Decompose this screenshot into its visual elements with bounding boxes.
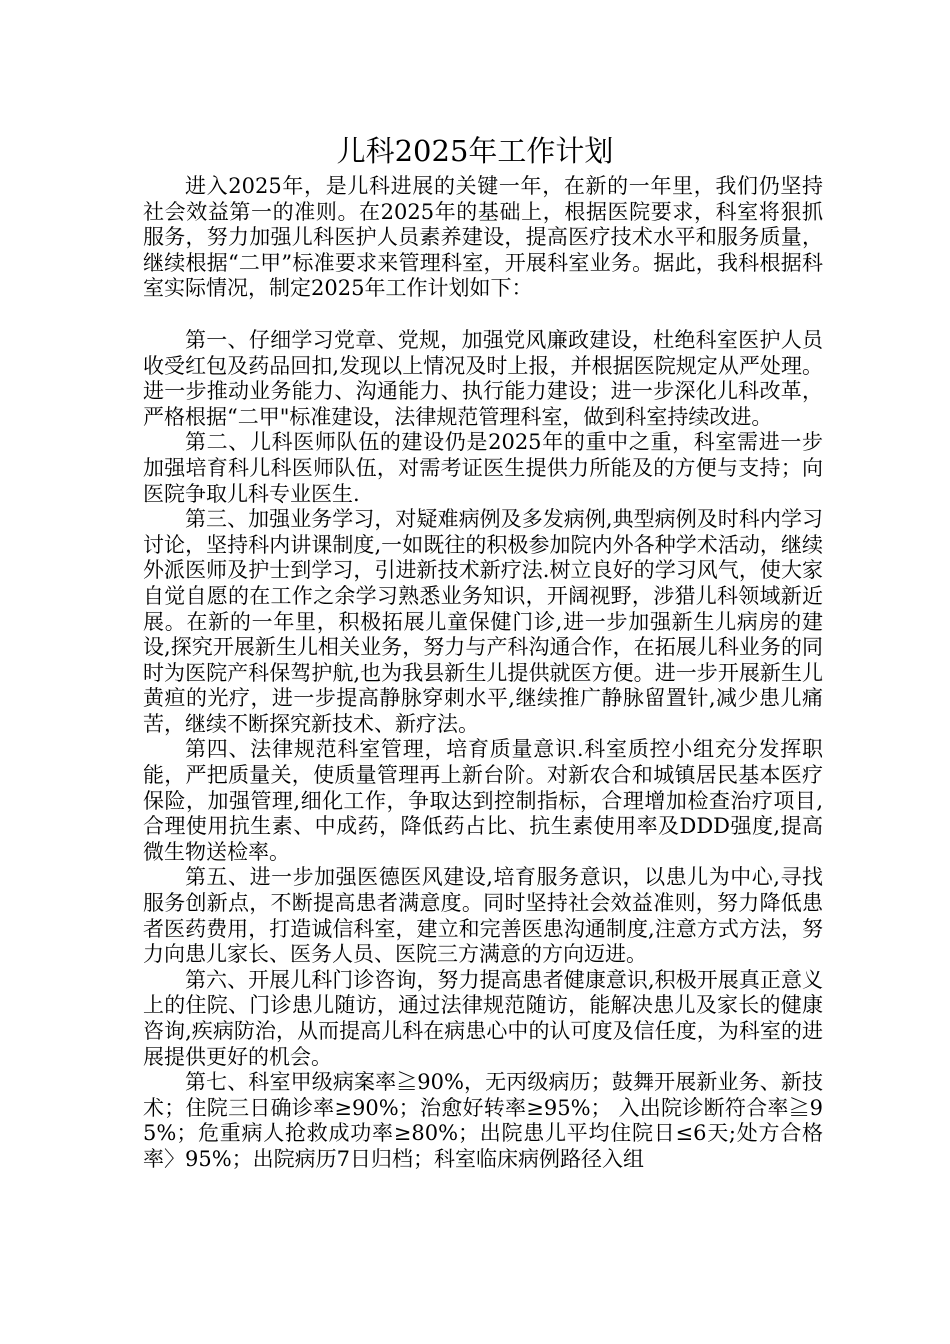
paragraph-5: 第五、进一步加强医德医风建设,培育服务意识，以患儿为中心,寻找服务创新点，不断提高患者满意度。同时坚持社会效益准则，努力降低患者医药费用，打造诚信科室，建立和完善医患沟通制度,注意方式方法，努力向患儿家长、医务人员、医院三方满意的方向迈进。 (143, 865, 823, 967)
paragraph-1: 第一、仔细学习党章、党规，加强党风廉政建设，杜绝科室医护人员收受红包及药品回扣,发现以上情况及时上报，并根据医院规定从严处理。进一步推动业务能力、沟通能力、执行能力建设；进一步深化儿科改革，严格根据“二甲"标准建设，法律规范管理科室，做到科室持续改进。 (143, 327, 823, 429)
paragraph-2: 第二、儿科医师队伍的建设仍是2025年的重中之重，科室需进一步加强培育科儿科医师队伍，对需考证医生提供力所能及的方便与支持；向医院争取儿科专业医生. (143, 430, 823, 506)
paragraph-7: 第七、科室甲级病案率≧90%，无丙级病历；鼓舞开展新业务、新技术；住院三日确诊率≥90%；治愈好转率≥95%； 入出院诊断符合率≧95%；危重病人抢救成功率≥80%；出院患儿平均住院日≤6天;处方合格率〉95%；出院病历7日归档；科室临床病例路径入组 (143, 1070, 823, 1171)
paragraph-3: 第三、加强业务学习，对疑难病例及多发病例,典型病例及时科内学习讨论，坚持科内讲课制度,一如既往的积极参加院内外各种学术活动，继续外派医师及护士到学习，引进新技术新疗法.树立良好的学习风气，使大家自觉自愿的在工作之余学习熟悉业务知识，开阔视野，涉猎儿科领域新近展。在新的一年里，积极拓展儿童保健门诊,进一步加强新生儿病房的建设,探究开展新生儿相关业务，努力与产科沟通合作，在拓展儿科业务的同时为医院产科保驾护航,也为我县新生儿提供就医方便。进一步开展新生儿黄疸的光疗，进一步提高静脉穿刺水平,继续推广静脉留置针,减少患儿痛苦，继续不断探究新技术、新疗法。 (143, 507, 823, 736)
paragraph-6: 第六、开展儿科门诊咨询，努力提高患者健康意识,积极开展真正意义上的住院、门诊患儿随访，通过法律规范随访，能解决患儿及家长的健康咨询,疾病防治，从而提高儿科在病患心中的认可度及信任度，为科室的进展提供更好的机会。 (143, 967, 823, 1069)
document-body (143, 174, 823, 1173)
intro-paragraph: 进入2025年，是儿科进展的关键一年，在新的一年里，我们仍坚持社会效益第一的准则。在2025年的基础上，根据医院要求，科室将狠抓服务，努力加强儿科医护人员素养建设，提高医疗技术水平和服务质量，继续根据“二甲”标准要求来管理科室，开展科室业务。据此，我科根据科室实际情况，制定2025年工作计划如下： (143, 174, 823, 301)
paragraph-gap (143, 302, 823, 328)
document-title: 儿科2025年工作计划 (336, 134, 614, 168)
paragraph-4: 第四、法律规范科室管理，培育质量意识.科室质控小组充分发挥职能，严把质量关，使质量管理再上新台阶。对新农合和城镇居民基本医疗保险，加强管理,细化工作，争取达到控制指标，合理增加检查治疗项目,合理使用抗生素、中成药，降低药占比、抗生素使用率及DDD强度,提高微生物送检率。 (143, 737, 823, 864)
